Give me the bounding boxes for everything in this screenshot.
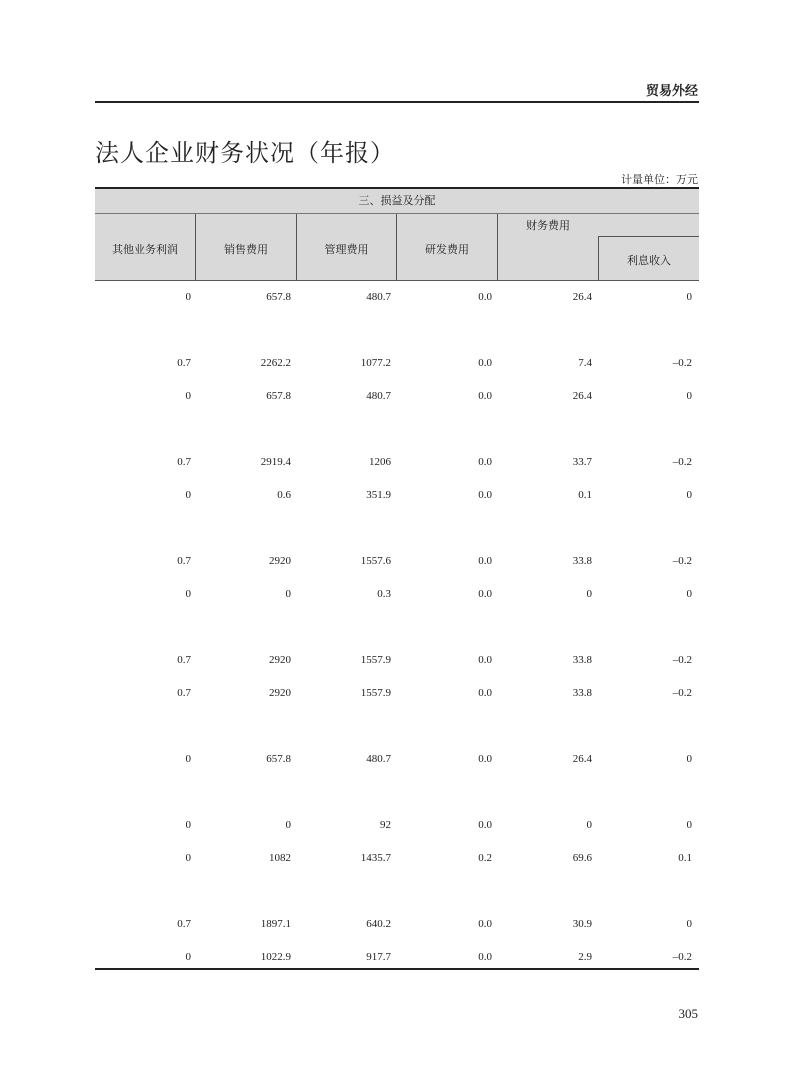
table-cell: 0: [686, 918, 692, 930]
table-cell: 0.7: [177, 687, 191, 699]
table-cell: 351.9: [366, 489, 391, 501]
table-header: [95, 189, 699, 281]
table-cell: 0: [586, 588, 592, 600]
table-row: [95, 619, 699, 635]
table-row: [95, 355, 699, 371]
table-row: [95, 520, 699, 536]
table-cell: 0: [185, 852, 191, 864]
section-label: 贸易外经: [645, 84, 698, 99]
table-cell: 0.0: [478, 588, 492, 600]
table-cell: 0.0: [478, 951, 492, 963]
table-cell: 1897.1: [260, 918, 291, 930]
column-header: 管理费用: [297, 214, 397, 280]
table-cell: 7.4: [578, 357, 592, 369]
table-cell: 480.7: [366, 291, 391, 303]
page-number: 305: [678, 1006, 698, 1021]
unit-label: 计量单位：万元: [621, 173, 698, 186]
table-cell: 0.6: [277, 489, 291, 501]
table-cell: 33.8: [572, 654, 592, 666]
table-cell: 2920: [269, 555, 291, 567]
table-cell: 1077.2: [360, 357, 391, 369]
financial-table: [95, 187, 699, 963]
table-cell: 0.7: [177, 357, 191, 369]
table-row: [95, 454, 699, 470]
table-cell: 26.4: [572, 753, 592, 765]
table-cell: 0.0: [478, 687, 492, 699]
table-cell: 0.7: [177, 918, 191, 930]
table-cell: 0: [185, 390, 191, 402]
table-cell: 26.4: [572, 390, 592, 402]
table-row: [95, 289, 699, 305]
table-cell: 2920: [269, 654, 291, 666]
table-cell: 0: [686, 819, 692, 831]
table-cell: 657.8: [266, 291, 291, 303]
table-row: [95, 949, 699, 965]
table-cell: 33.8: [572, 687, 592, 699]
table-row: [95, 916, 699, 932]
table-row: [95, 784, 699, 800]
table-cell: 0: [686, 588, 692, 600]
table-body: [95, 281, 699, 963]
table-cell: 657.8: [266, 753, 291, 765]
table-cell: 1022.9: [260, 951, 291, 963]
table-cell: 917.7: [366, 951, 391, 963]
table-row: [95, 487, 699, 503]
sub-column-header: 利息收入: [598, 236, 699, 280]
table-row: [95, 586, 699, 602]
table-cell: 0: [686, 291, 692, 303]
table-cell: 0: [686, 753, 692, 765]
bottom-rule: [95, 968, 699, 970]
table-row: [95, 652, 699, 668]
table-cell: 2.9: [578, 951, 592, 963]
table-cell: 0.0: [478, 357, 492, 369]
page-title: 法人企业财务状况（年报）: [95, 139, 395, 167]
table-row: [95, 421, 699, 437]
table-cell: 0.0: [478, 456, 492, 468]
table-cell: 0.1: [578, 489, 592, 501]
table-cell: 0: [686, 489, 692, 501]
table-cell: 33.7: [572, 456, 592, 468]
column-headers: [95, 214, 699, 280]
table-cell: 0: [185, 489, 191, 501]
table-cell: –0.2: [672, 357, 692, 369]
column-header: 其他业务利润: [95, 214, 196, 280]
table-cell: 1082: [269, 852, 291, 864]
table-row: [95, 553, 699, 569]
table-cell: 2920: [269, 687, 291, 699]
table-row: [95, 850, 699, 866]
top-rule: [95, 101, 699, 103]
table-row: [95, 883, 699, 899]
table-row: [95, 685, 699, 701]
table-cell: 0: [185, 951, 191, 963]
table-cell: 0.7: [177, 654, 191, 666]
table-cell: 0.3: [377, 588, 391, 600]
table-cell: 640.2: [366, 918, 391, 930]
table-cell: 0: [285, 588, 291, 600]
table-cell: 26.4: [572, 291, 592, 303]
table-cell: 0.7: [177, 555, 191, 567]
group-header: 三、损益及分配: [95, 189, 699, 214]
table-cell: –0.2: [672, 654, 692, 666]
table-cell: 480.7: [366, 753, 391, 765]
table-cell: –0.2: [672, 687, 692, 699]
table-row: [95, 817, 699, 833]
table-cell: 0: [185, 753, 191, 765]
table-cell: 69.6: [572, 852, 592, 864]
table-row: [95, 322, 699, 338]
table-cell: 0.0: [478, 918, 492, 930]
table-cell: 0.0: [478, 654, 492, 666]
table-cell: 1435.7: [360, 852, 391, 864]
table-cell: –0.2: [672, 951, 692, 963]
table-cell: 0: [285, 819, 291, 831]
table-cell: 2919.4: [260, 456, 291, 468]
table-cell: 657.8: [266, 390, 291, 402]
table-cell: 0.0: [478, 489, 492, 501]
table-cell: 0: [586, 819, 592, 831]
table-cell: 0: [185, 819, 191, 831]
table-cell: 0: [686, 390, 692, 402]
table-cell: 1206: [369, 456, 391, 468]
table-cell: 1557.6: [360, 555, 391, 567]
column-header: 财务费用: [526, 219, 570, 232]
table-cell: 0: [185, 588, 191, 600]
table-cell: 2262.2: [260, 357, 291, 369]
table-cell: 0.0: [478, 390, 492, 402]
table-row: [95, 751, 699, 767]
table-row: [95, 388, 699, 404]
table-cell: 1557.9: [360, 654, 391, 666]
table-cell: 0.0: [478, 819, 492, 831]
table-cell: 0.1: [678, 852, 692, 864]
table-cell: 33.8: [572, 555, 592, 567]
table-row: [95, 718, 699, 734]
table-cell: 0.0: [478, 555, 492, 567]
table-cell: –0.2: [672, 456, 692, 468]
table-cell: 480.7: [366, 390, 391, 402]
table-cell: 1557.9: [360, 687, 391, 699]
column-header: 研发费用: [397, 214, 498, 280]
column-header: 销售费用: [196, 214, 297, 280]
table-cell: 0.2: [478, 852, 492, 864]
table-cell: 0: [185, 291, 191, 303]
table-cell: 0.7: [177, 456, 191, 468]
table-cell: 92: [380, 819, 391, 831]
table-cell: 30.9: [572, 918, 592, 930]
table-cell: –0.2: [672, 555, 692, 567]
table-cell: 0.0: [478, 291, 492, 303]
table-cell: 0.0: [478, 753, 492, 765]
